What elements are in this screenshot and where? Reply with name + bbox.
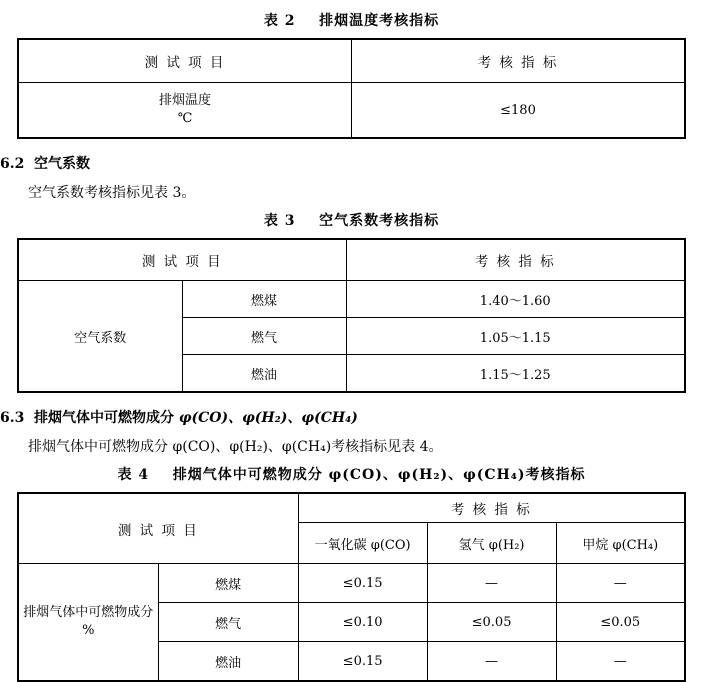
table2-cell-value: ≤180	[352, 83, 686, 139]
table3-caption-title: 空气系数考核指标	[319, 213, 440, 229]
table4-ch4-0: —	[556, 564, 685, 603]
table2-caption-title: 排烟温度考核指标	[319, 13, 440, 29]
table3-value-0: 1.40～1.60	[346, 281, 685, 318]
spacer	[0, 202, 703, 210]
table3-value-2: 1.15～1.25	[346, 355, 685, 393]
table3-caption	[0, 210, 703, 230]
table4-h2-2: —	[427, 642, 556, 682]
table4-ch4-1: ≤0.05	[556, 603, 685, 642]
section-6-3-body: 排烟气体中可燃物成分 φ(CO)、φ(H₂)、φ(CH₄)考核指标见表 4。	[28, 439, 443, 455]
table2-cell-item	[18, 83, 352, 139]
table4-group-label	[18, 564, 158, 682]
table2-header-index: 考 核 指 标	[352, 39, 686, 83]
table4-caption-title: 排烟气体中可燃物成分 φ(CO)、φ(H₂)、φ(CH₄)考核指标	[172, 467, 586, 483]
table3-value-1: 1.05～1.15	[346, 318, 685, 355]
table4-co-2: ≤0.15	[298, 642, 427, 682]
spacer-after-table2	[0, 139, 703, 153]
section-6-3-number: 6.3	[0, 410, 25, 426]
table4-fuel-2: 燃油	[158, 642, 298, 682]
table3-header-item: 测 试 项 目	[18, 239, 346, 281]
table4-group-line1: 排烟气体中可燃物成分	[23, 605, 154, 621]
table-row	[18, 493, 685, 523]
table3-fuel-2: 燃油	[182, 355, 346, 393]
spacer-after-caption2	[0, 30, 703, 38]
spacer-top	[0, 0, 703, 10]
table3-fuel-0: 燃煤	[182, 281, 346, 318]
table-row	[18, 564, 685, 603]
table-2	[17, 38, 686, 139]
table4-fuel-0: 燃煤	[158, 564, 298, 603]
table-4	[17, 492, 686, 682]
table2-item-line2: ℃	[177, 111, 193, 126]
spacer	[0, 456, 703, 464]
spacer-after-table3	[0, 393, 703, 407]
table4-subheader-ch4: 甲烷 φ(CH₄)	[556, 523, 685, 564]
table3-header-index: 考 核 指 标	[346, 239, 685, 281]
spacer-after-caption3	[0, 230, 703, 238]
table4-subheader-co: 一氧化碳 φ(CO)	[298, 523, 427, 564]
table4-caption	[0, 464, 703, 484]
table4-co-0: ≤0.15	[298, 564, 427, 603]
table2-item-line1: 排烟温度	[158, 93, 211, 109]
table4-header-item: 测 试 项 目	[18, 493, 298, 564]
section-6-3-title-prefix: 排烟气体中可燃物成分	[34, 410, 179, 426]
section-6-3-title-items: φ(CO)、φ(H₂)、φ(CH₄)	[178, 410, 358, 426]
spacer	[0, 173, 703, 182]
table3-fuel-1: 燃气	[182, 318, 346, 355]
table4-caption-label: 表 4	[117, 467, 150, 483]
table2-caption	[0, 10, 703, 30]
section-6-2-heading	[0, 153, 703, 173]
table4-subheader-h2: 氢气 φ(H₂)	[427, 523, 556, 564]
table4-co-1: ≤0.10	[298, 603, 427, 642]
table4-h2-0: —	[427, 564, 556, 603]
section-6-2-number: 6.2	[0, 156, 25, 172]
table3-caption-label: 表 3	[263, 213, 296, 229]
table-3	[17, 238, 686, 393]
caption-spacer	[155, 467, 173, 483]
spacer	[0, 427, 703, 436]
table-row	[18, 281, 685, 318]
table4-h2-1: ≤0.05	[427, 603, 556, 642]
section-6-3-heading	[0, 407, 703, 427]
spacer-after-caption4	[0, 484, 703, 492]
table4-header-index: 考 核 指 标	[298, 493, 685, 523]
section-6-2-title: 空气系数	[34, 156, 90, 172]
caption-spacer	[301, 213, 319, 229]
table4-group-line2: %	[82, 623, 95, 638]
table3-group-label: 空气系数	[18, 281, 182, 393]
table2-header-item: 测 试 项 目	[18, 39, 352, 83]
table4-fuel-1: 燃气	[158, 603, 298, 642]
table-row	[18, 83, 685, 139]
caption-spacer	[301, 13, 319, 29]
table2-caption-label: 表 2	[263, 13, 296, 29]
section-6-2-body: 空气系数考核指标见表 3。	[28, 185, 196, 201]
table-row	[18, 39, 685, 83]
table4-ch4-2: —	[556, 642, 685, 682]
table-row	[18, 239, 685, 281]
